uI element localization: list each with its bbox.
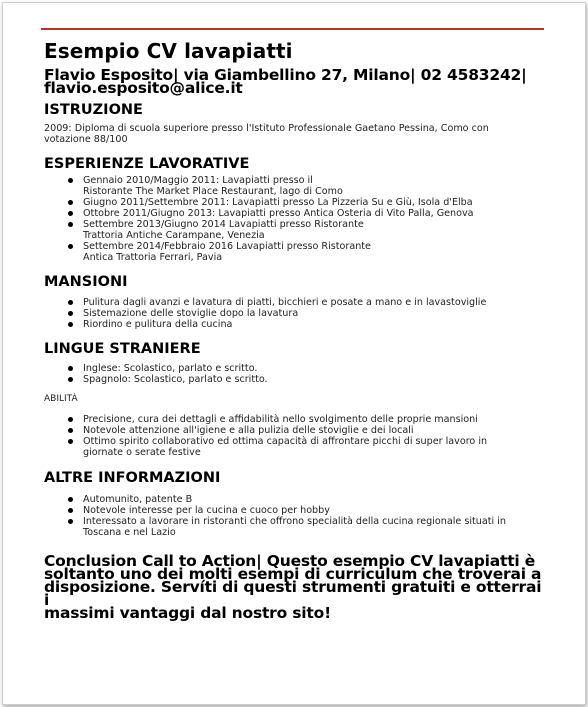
contact-email: flavio.esposito@alice.it: [44, 79, 243, 97]
list-item: Spagnolo: Scolastico, parlato e scritto.: [68, 374, 544, 385]
cv-title: Esempio CV lavapiatti: [44, 39, 293, 63]
list-item: Ottobre 2011/Giugno 2013: Lavapiatti presso Antica Osteria di Vito Palla, Genova: [68, 208, 544, 219]
header-rule: [41, 28, 544, 30]
list-item: Automunito, patente B: [68, 494, 544, 505]
lingue-list: [44, 363, 544, 385]
istruzione-line: votazione 88/100: [44, 134, 128, 145]
list-item: Riordino e pulitura della cucina: [68, 319, 544, 330]
section-heading-abilita: ABILITÀ: [44, 394, 78, 404]
conclusion-line: soltanto uno dei molti esempi di curriculum che troverai a: [44, 565, 542, 583]
list-item: Settembre 2013/Giugno 2014 Lavapiatti presso Ristorante Trattoria Antiche Carampane, Venezia: [68, 219, 383, 241]
list-item: Gennaio 2010/Maggio 2011: Lavapiatti presso il Ristorante The Market Place Restaurant, lago di Como: [68, 175, 363, 197]
list-item: Notevole interesse per la cucina e cuoco per hobby: [68, 505, 544, 516]
section-heading-lingue: LINGUE STRANIERE: [44, 341, 201, 357]
list-item: Settembre 2014/Febbraio 2016 Lavapiatti presso Ristorante Antica Trattoria Ferrari, Pavia: [68, 241, 393, 263]
abilita-list: [44, 414, 544, 458]
list-item: Pulitura dagli avanzi e lavatura di piatti, bicchieri e posate a mano e in lavastoviglie: [68, 297, 544, 308]
cv-content: [44, 38, 544, 620]
istruzione-line: 2009: Diploma di scuola superiore presso l'Istituto Professionale Gaetano Pessina, Como con: [44, 123, 489, 134]
esperienze-list: [44, 175, 544, 263]
list-item: Sistemazione delle stoviglie dopo la lavatura: [68, 308, 544, 319]
conclusion-line: disposizione. Servíti di questi strumenti gratuiti e otterrai i: [44, 578, 542, 609]
list-item: Interessato a lavorare in ristoranti che offrono specialità della cucina regionale situati in Toscana e nel Lazio: [68, 516, 523, 538]
conclusion-line: massimi vantaggi dal nostro sito!: [44, 604, 331, 622]
contact-info: [44, 66, 544, 97]
conclusion-call-to-action: [44, 552, 544, 622]
list-item: Giugno 2011/Settembre 2011: Lavapiatti presso La Pizzeria Su e Giù, Isola d'Elba: [68, 197, 544, 208]
list-item: Ottimo spirito collaborativo ed ottima capacità di affrontare picchi di super lavoro in giornate o serate festive: [68, 436, 523, 458]
mansioni-list: [44, 297, 544, 330]
list-item: Notevole attenzione all'igiene e alla pulizia delle stoviglie e dei locali: [68, 425, 544, 436]
istruzione-text: [44, 123, 544, 145]
section-heading-esperienze: ESPERIENZE LAVORATIVE: [44, 156, 250, 172]
list-item: Inglese: Scolastico, parlato e scritto.: [68, 363, 544, 374]
conclusion-line: Conclusion Call to Action| Questo esempio CV lavapiatti è: [44, 552, 536, 570]
section-heading-mansioni: MANSIONI: [44, 274, 128, 290]
section-heading-altre: ALTRE INFORMAZIONI: [44, 470, 221, 486]
list-item: Precisione, cura dei dettagli e affidabilità nello svolgimento delle proprie mansioni: [68, 414, 544, 425]
altre-list: [44, 494, 544, 538]
contact-line: Flavio Esposito| via Giambellino 27, Milano| 02 4583242|: [44, 66, 527, 84]
section-heading-istruzione: ISTRUZIONE: [44, 102, 143, 118]
